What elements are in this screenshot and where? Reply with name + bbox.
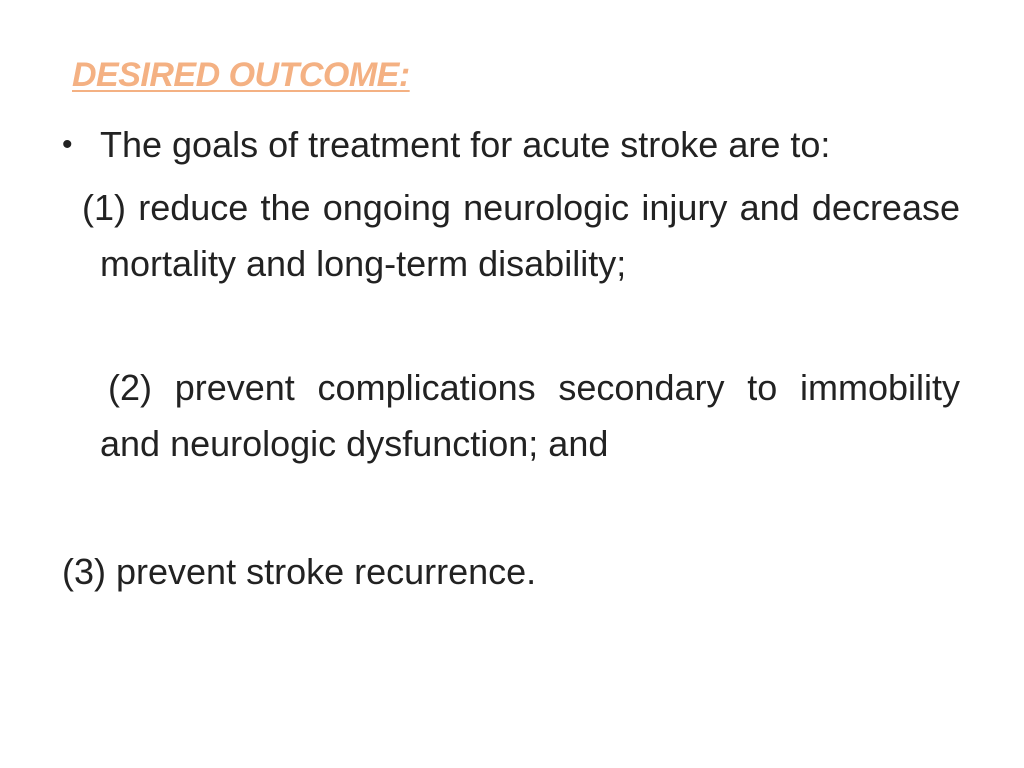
goal-item-3: (3) prevent stroke recurrence. — [62, 551, 537, 592]
bullet-icon: • — [62, 128, 73, 161]
intro-text: The goals of treatment for acute stroke are to: — [100, 124, 831, 165]
slide-heading: DESIRED OUTCOME: — [72, 56, 410, 94]
goal-item-1: (1) reduce the ongoing neurologic injury and decrease mortality and long-term disability; — [82, 187, 960, 284]
goal-item-2: (2) prevent complications secondary to immobility and neurologic dysfunction; and — [100, 367, 960, 464]
